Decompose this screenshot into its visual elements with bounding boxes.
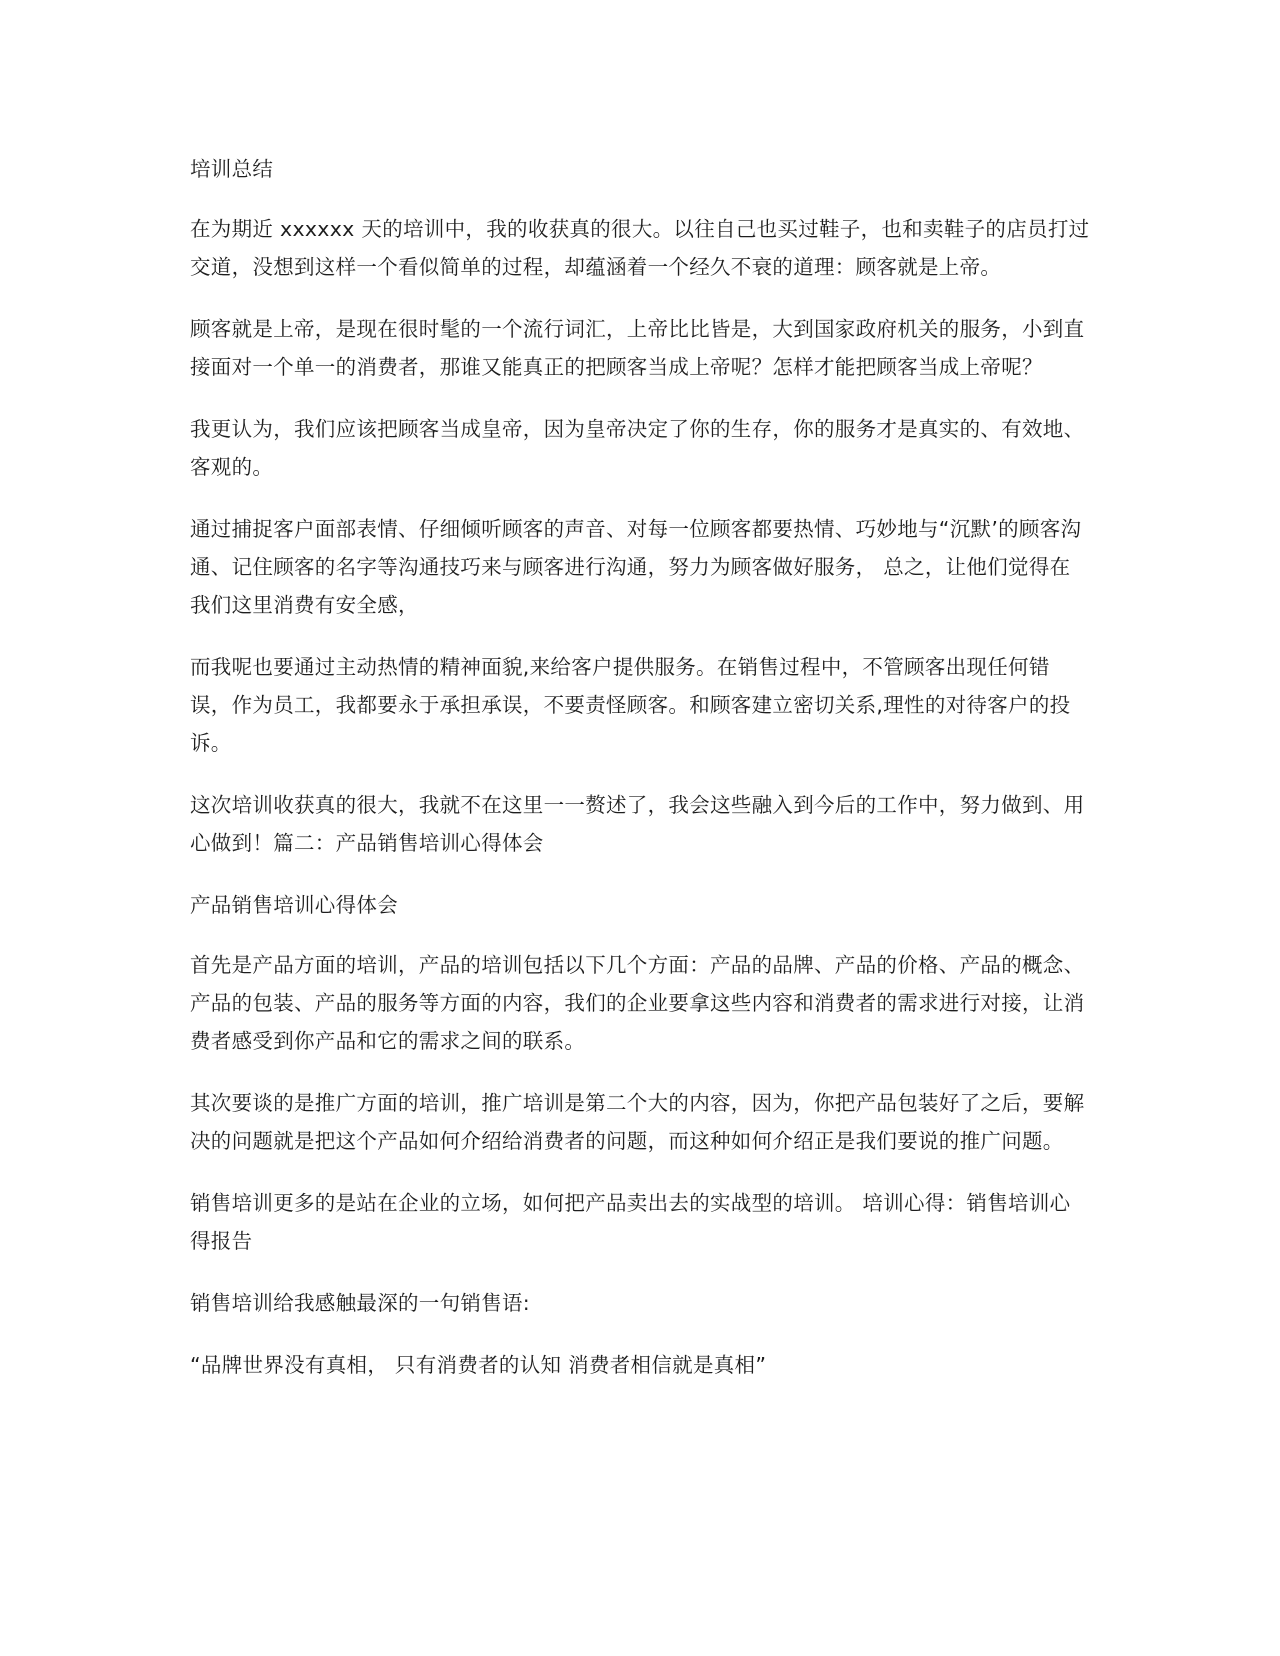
paragraph: 而我呢也要通过主动热情的精神面貌,来给客户提供服务。在销售过程中，不管顾客出现任何错误，作为员工，我都要永于承担承误，不要责怪顾客。和顾客建立密切关系,理性的对待客户的投诉。	[190, 655, 1071, 755]
paragraph: 通过捕捉客户面部表情、仔细倾听顾客的声音、对每一位顾客都要热情、巧妙地与“沉默’的顾客沟通、记住顾客的名字等沟通技巧来与顾客进行沟通，努力为顾客做好服务， 总之，让他们觉得在我们这里消费有安全感，	[190, 517, 1082, 617]
paragraph: 首先是产品方面的培训，产品的培训包括以下几个方面：产品的品牌、产品的价格、产品的概念、产品的包装、产品的服务等方面的内容，我们的企业要拿这些内容和消费者的需求进行对接，让消费者感受到你产品和它的需求之间的联系。	[190, 953, 1085, 1053]
document-body	[190, 150, 1090, 1408]
paragraph: 销售培训给我感触最深的一句销售语:	[190, 1291, 531, 1315]
paragraph: 顾客就是上帝，是现在很时髦的一个流行词汇，上帝比比皆是，大到国家政府机关的服务，小到直接面对一个单一的消费者，那谁又能真正的把顾客当成上帝呢？怎样才能把顾客当成上帝呢？	[190, 317, 1085, 379]
quote-paragraph: “品牌世界没有真相， 只有消费者的认知 消费者相信就是真相”	[190, 1353, 767, 1377]
paragraph: 这次培训收获真的很大，我就不在这里一一赘述了，我会这些融入到今后的工作中，努力做到、用心做到！篇二：产品销售培训心得体会	[190, 793, 1085, 855]
paragraph: 我更认为，我们应该把顾客当成皇帝，因为皇帝决定了你的生存，你的服务才是真实的、有效地、客观的。	[190, 417, 1085, 479]
paragraph: 其次要谈的是推广方面的培训，推广培训是第二个大的内容，因为，你把产品包装好了之后，要解决的问题就是把这个产品如何介绍给消费者的问题，而这种如何介绍正是我们要说的推广问题。	[190, 1091, 1085, 1153]
paragraph: 销售培训更多的是站在企业的立场，如何把产品卖出去的实战型的培训。 培训心得：销售培训心得报告	[190, 1191, 1071, 1253]
section-subtitle: 产品销售培训心得体会	[190, 893, 398, 917]
document-title: 培训总结	[190, 157, 274, 181]
paragraph: 在为期近 xxxxxx 天的培训中，我的收获真的很大。以往自己也买过鞋子，也和卖鞋子的店员打过交道，没想到这样一个看似简单的过程，却蕴涵着一个经久不衰的道理：顾客就是上帝。	[190, 217, 1090, 279]
